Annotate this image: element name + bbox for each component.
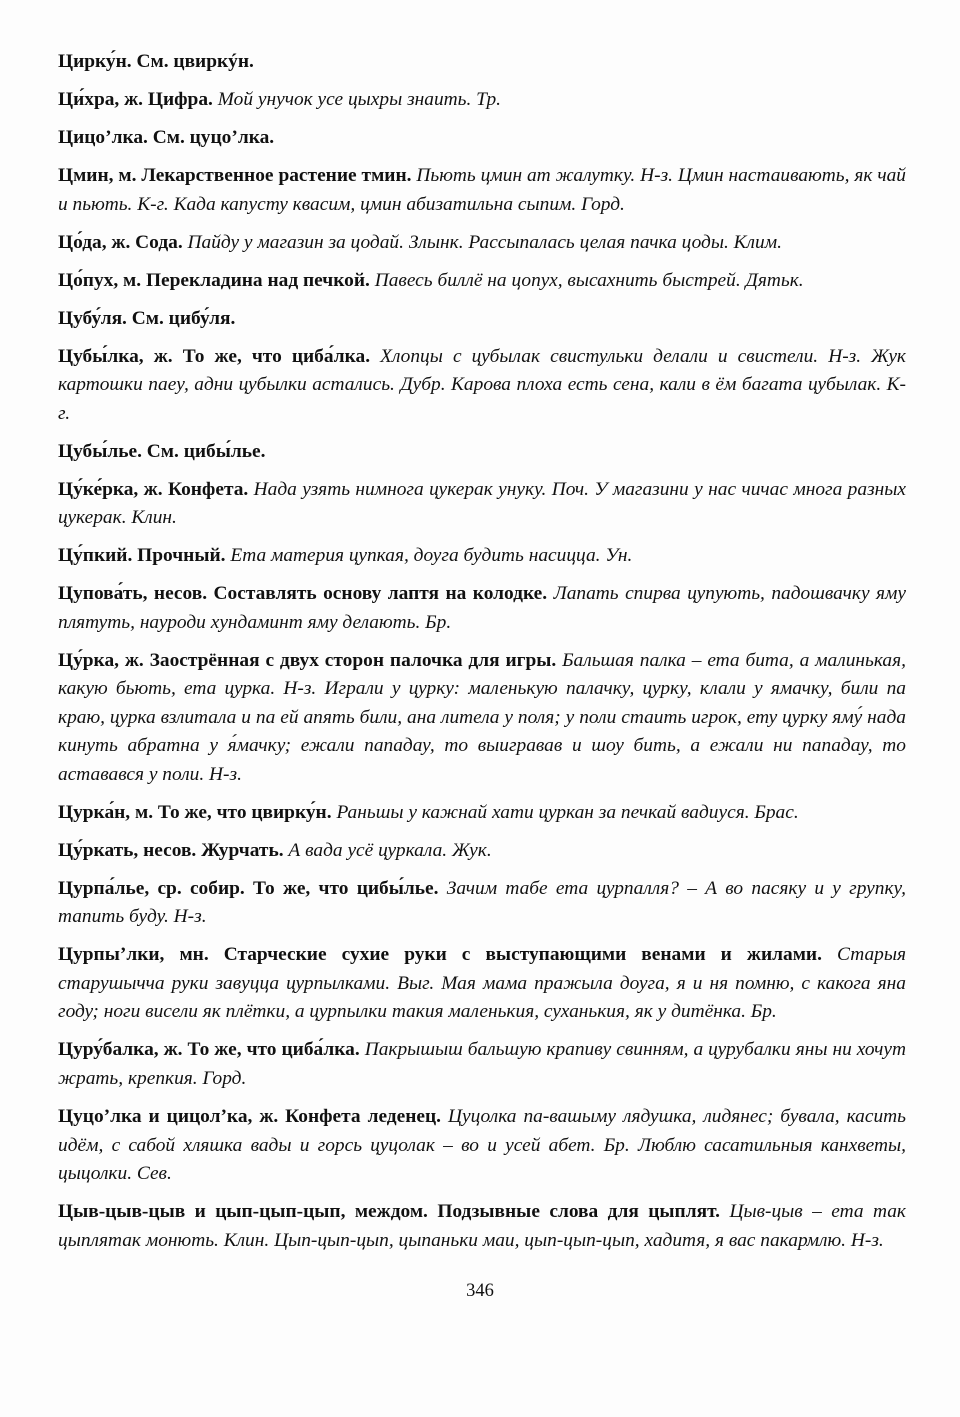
entry-example: А вада усё цуркала. Жук. bbox=[288, 839, 492, 861]
entry-headword: Цо́да, ж. Сода. bbox=[58, 231, 183, 253]
entry-headword: Цурка́н, м. То же, что цвирку́н. bbox=[58, 801, 332, 823]
entry-example: Ета материя цупкая, доуга будить насицца. Ун. bbox=[230, 545, 633, 567]
entry-headword: Цуцо’лка и цицол’ка, ж. Конфета леденец. bbox=[58, 1105, 442, 1127]
entry-example: Зачим табе ета цурпалля? – А во пасяку и у групку, тапить буду. Н-з. bbox=[58, 877, 906, 928]
entry-example: Раньшы у кажнай хати цуркан за печкай вадиуся. Брас. bbox=[336, 801, 799, 823]
entry-headword: Цыв-цыв-цыв и цып-цып-цып, междом. Подзывные слова для цыплят. bbox=[58, 1201, 721, 1223]
entry-headword: Цо́пух, м. Перекладина над печкой. bbox=[58, 269, 370, 291]
entry-headword: Цубы́лка, ж. То же, что циба́лка. bbox=[58, 345, 371, 367]
entry-example: Лапать спирва цупують, падошвачку яму плятуть, науроди хундаминт яму делають. Бр. bbox=[58, 583, 906, 633]
entry-headword: Ци́хра, ж. Цифра. bbox=[58, 89, 213, 111]
dictionary-entry bbox=[58, 267, 906, 296]
dictionary-entry bbox=[58, 1198, 906, 1255]
dictionary-entry bbox=[58, 941, 906, 1027]
entry-headword: Цу́ркать, несов. Журчать. bbox=[58, 839, 284, 861]
dictionary-entry bbox=[58, 86, 906, 115]
dictionary-entry bbox=[58, 647, 906, 790]
entry-headword: Цицо’лка. См. цуцо’лка. bbox=[58, 127, 275, 149]
dictionary-entry bbox=[58, 1036, 906, 1093]
entry-example: Хлопцы с цубылак свистульки делали и свистели. Н-з. Жук картошки паеу, адни цубылки астались. Дубр. Карова плоха есть сена, кали в ём багата цубылак. К-г. bbox=[58, 345, 906, 424]
entry-example: Цуцолка па-вашыму лядушка, лидянес; бувала, касить идём, с сабой хляшка вады и горсь цуцолак – во и усей абет. Бр. Люблю сасатильныя канхветы, цыцолки. Сев. bbox=[58, 1105, 906, 1185]
entry-headword: Цубы́лье. См. цибы́лье. bbox=[58, 440, 266, 462]
entry-headword: Цурпы’лки, мн. Старческие сухие руки с выступающими венами и жилами. bbox=[58, 944, 822, 966]
entry-example: Бальшая палка – ета бита, а малинькая, какую бьють, ета цурка. Н-з. Играли у цурку: маленькую палачку, цурку, клали у ямачку, били па краю, цурка взлитала и па ей апять били, ана лителa у поля; у поли стаить игрок, ету цурку яму́ нада кинуть абратна у я́мачку; ежали пападау, то выигравав и шоу бить, а ежали ни пападау, то аставався у поли. Н-з. bbox=[58, 649, 906, 785]
entry-headword: Цу́рка, ж. Заострённая с двух сторон палочка для игры. bbox=[58, 649, 557, 671]
entry-example: Пьють цмин ат жалутку. Н-з. Цмин настаивають, як чай и пьють. К-г. Када капусту квасим, цмин абизатильна сыпим. Горд. bbox=[58, 165, 906, 215]
entry-example: Пайду у магазин за цодай. Злынк. Рассыпалась целая пачка цоды. Клим. bbox=[187, 231, 782, 253]
dictionary-entry bbox=[58, 343, 906, 429]
dictionary-entry bbox=[58, 1103, 906, 1189]
dictionary-entry bbox=[58, 542, 906, 571]
dictionary-entry bbox=[58, 580, 906, 637]
entry-example: Нада узять нимнога цукерак унуку. Поч. У магазини у нас чичас многа разных цукерак. Клин. bbox=[58, 478, 906, 529]
page-number: 346 bbox=[466, 1281, 494, 1301]
dictionary-entry bbox=[58, 162, 906, 219]
entry-example: Цыв-цыв – ета так цыплятак монють. Клин. Цып-цып-цып, цыпаньки маи, цып-цып-цып, хадитя, я вас пакармлю. Н-з. bbox=[58, 1201, 906, 1251]
entry-headword: Цу́пкий. Прочный. bbox=[58, 545, 226, 567]
entry-headword: Цмин, м. Лекарственное растение тмин. bbox=[58, 165, 412, 187]
entry-example: Павесь биллё на цопух, высахнить быстрей. Дятьк. bbox=[374, 269, 804, 291]
entry-example: Пакрышыш бальшую крапиву свинням, а цурубалки яны ни хочут жрать, крепкия. Горд. bbox=[58, 1039, 906, 1089]
dictionary-entry bbox=[58, 837, 906, 866]
entry-headword: Цуру́балка, ж. То же, что циба́лка. bbox=[58, 1039, 360, 1061]
dictionary-entry bbox=[58, 799, 906, 828]
page-text-block bbox=[58, 48, 906, 1265]
entry-example: Старыя старушычча руки завуцца цурпылками. Выг. Мая мама пражыла доуга, я и ня помню, с какога яна году; ноги висели як плётки, а цурпылки такия маленькия, суханькия, як у дитёнка. Бр. bbox=[58, 944, 906, 1023]
dictionary-entry bbox=[58, 438, 906, 467]
dictionary-entry bbox=[58, 229, 906, 258]
entry-example: Мой унучок усе цыхры знаить. Тр. bbox=[217, 89, 502, 111]
dictionary-entry bbox=[58, 476, 906, 533]
entry-headword: Цубу́ля. См. цибу́ля. bbox=[58, 307, 236, 329]
dictionary-entry bbox=[58, 875, 906, 932]
dictionary-entry bbox=[58, 48, 906, 77]
entry-headword: Цирку́н. См. цвиркýн. bbox=[58, 51, 254, 72]
dictionary-entry bbox=[58, 305, 906, 334]
entry-headword: Цу́ке́рка, ж. Конфета. bbox=[58, 478, 249, 500]
entry-headword: Цупова́ть, несов. Составлять основу лаптя на колодке. bbox=[58, 583, 548, 605]
dictionary-entry bbox=[58, 124, 906, 153]
entry-headword: Цурпа́лье, ср. собир. То же, что цибы́лье. bbox=[58, 877, 439, 899]
